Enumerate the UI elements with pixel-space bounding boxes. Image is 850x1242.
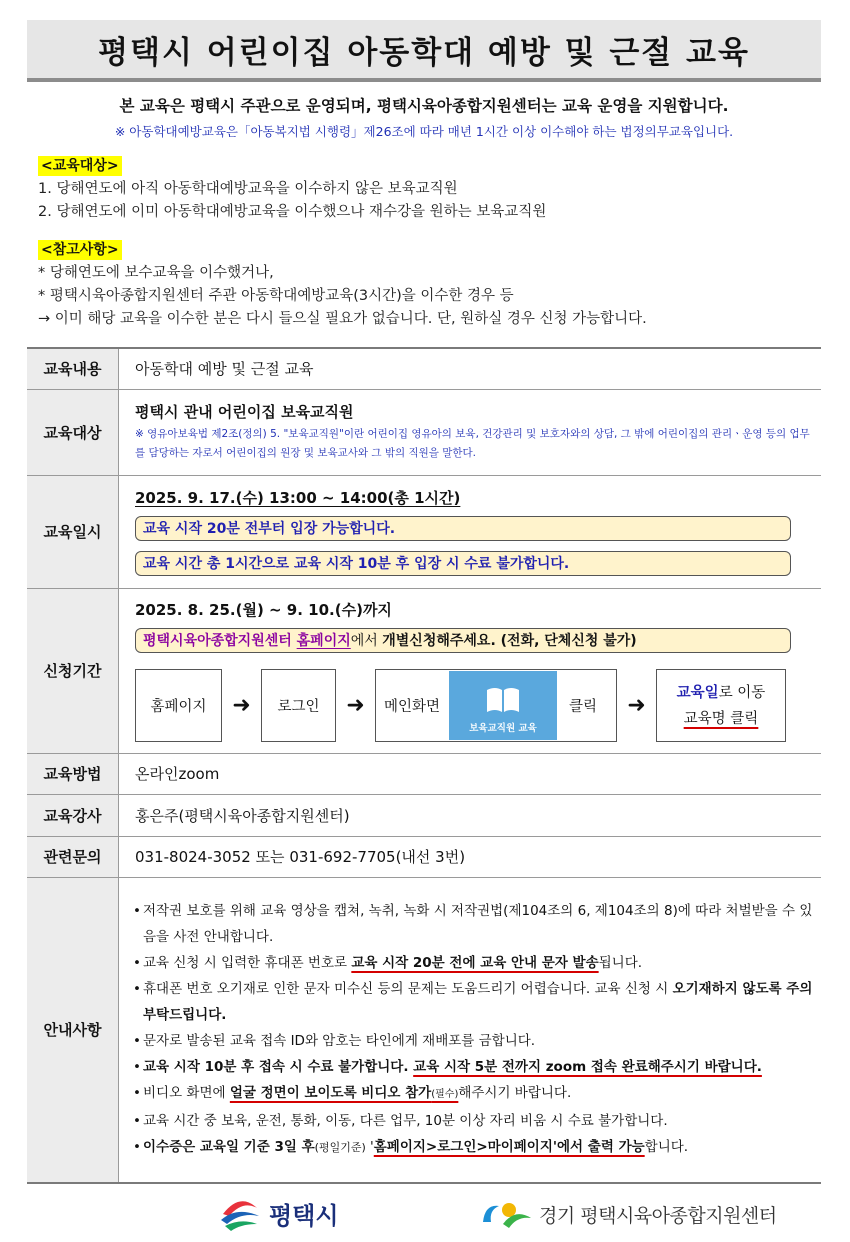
label-method: 교육방법 [27,753,119,794]
apply-pill-text1: 에서 [350,633,383,649]
title-bar [27,20,821,82]
center-logo [479,1198,777,1230]
notice-phone-highlight: 오기재하지 않도록 주의 부탁드립니다. [143,981,813,1024]
notice-certificate-highlight: 홈페이지>로그인>마이페이지'에서 출력 가능 [373,1139,645,1156]
ref-section [38,239,818,331]
schedule-pill-entry: 교육 시작 20분 전부터 입장 가능합니다. [135,516,791,541]
info-table [27,347,821,1184]
row-audience [27,389,821,475]
intro [27,94,821,140]
ref-item-3: → 이미 해당 교육을 이수한 분은 다시 들으실 필요가 없습니다. 단, 원하실 경우 신청 가능합니다. [38,311,647,327]
notice-list [131,898,821,1161]
label-schedule: 교육일시 [27,475,119,588]
center-emblem-icon [479,1198,535,1230]
row-content [27,348,821,389]
notice-certificate: • 이수증은 교육일 기준 3일 후(평일기준) '홈페이지>로그인>마이페이지'에서 출력 가능합니다. [131,1134,813,1161]
step-edu-day-label: 교육일 [676,684,719,701]
ref-item-1: * 당해연도에 보수교육을 이수했거나, [38,265,274,281]
row-instructor [27,794,821,836]
value-content: 아동학대 예방 및 근절 교육 [119,348,822,389]
target-item-2: 2. 당해연도에 이미 아동학대예방교육을 이수했으나 재수강을 원하는 보육교직원 [38,204,547,220]
step-edu-day-move: 로 이동 [718,684,766,701]
notice-late-highlight: 교육 시작 5분 전까지 zoom 접속 완료해주시기 바랍니다. [413,1059,762,1076]
pyeongtaek-emblem-icon [219,1194,261,1232]
notice-late: • 교육 시작 10분 후 접속 시 수료 불가합니다. 교육 시작 5분 전까지 zoom 접속 완료해주시기 바랍니다. [131,1054,813,1080]
page-title: 평택시 어린이집 아동학대 예방 및 근절 교육 [98,34,750,71]
notice-absence: • 교육 시간 중 보육, 운전, 통화, 이동, 다른 업무, 10분 이상 자리 비움 시 수료 불가합니다. [131,1108,813,1134]
label-instructor: 교육강사 [27,794,119,836]
notice-sms: • 교육 신청 시 입력한 휴대폰 번호로 교육 시작 20분 전에 교육 안내 문자 발송됩니다. [131,950,813,976]
value-instructor: 홍은주(평택시육아종합지원센터) [119,794,822,836]
intro-lead: 본 교육은 평택시 주관으로 운영되며, 평택시육아종합지원센터는 교육 운영을 지원합니다. [119,97,729,115]
apply-pill [135,628,791,653]
target-item-1: 1. 당해연도에 아직 아동학대예방교육을 이수하지 않은 보육교직원 [38,181,458,197]
row-contact [27,836,821,877]
footer-city-name: 평택시 [269,1201,339,1230]
apply-steps [135,669,821,742]
value-audience: 평택시 관내 어린이집 보육교직원 [135,403,354,421]
footer [27,1190,821,1240]
audience-note: ※ 영유아보육법 제2조(정의) 5. "보육교직원"이란 어린이집 영유아의 보육, 건강관리 및 보호자와의 상담, 그 밖에 어린이집의 관리ㆍ운영 등의 업무를 담당하는 자로서 어린이집의 원장 및 보육교사와 그 밖의 직원을 말한다. [135,428,810,459]
pyeongtaek-logo [219,1194,339,1232]
apply-pill-center: 평택시육아종합지원센터 [143,633,297,649]
row-apply [27,588,821,753]
label-contact: 관련문의 [27,836,119,877]
step-edu-day [656,669,786,742]
row-notice [27,877,821,1183]
arrow-icon: ➜ [627,693,646,718]
step-course-click: 교육명 클릭 [683,710,759,727]
label-audience: 교육대상 [27,389,119,475]
step-main-label: 메인화면 [384,699,441,715]
row-method [27,753,821,794]
value-contact: 031-8024-3052 또는 031-692-7705(내선 3번) [119,836,822,877]
notice-video-highlight: 얼굴 정면이 보이도록 비디오 참가 [229,1085,432,1102]
apply-pill-individual: 개별신청 [382,633,437,649]
schedule-pill-nocert: 교육 시간 총 1시간으로 교육 시작 10분 후 입장 시 수료 불가합니다. [135,551,791,576]
step-login: 로그인 [261,669,336,742]
step-main [375,669,617,742]
label-notice: 안내사항 [27,877,119,1183]
ref-tag: <참고사항> [38,240,122,260]
value-method: 온라인zoom [119,753,822,794]
book-icon [485,686,521,714]
apply-period: 2025. 8. 25.(월) ~ 9. 10.(수)까지 [135,601,392,619]
banner-label: 보육교직원 교육 [469,723,537,734]
arrow-icon: ➜ [346,693,365,718]
schedule-datetime: 2025. 9. 17.(수) 13:00 ~ 14:00(총 1시간) [135,489,461,507]
arrow-icon: ➜ [232,693,251,718]
notice-sms-highlight: 교육 시작 20분 전에 교육 안내 문자 발송 [351,955,599,972]
target-section [38,155,818,224]
step-homepage: 홈페이지 [135,669,222,742]
step-main-click: 클릭 [569,699,598,715]
target-tag: <교육대상> [38,156,122,176]
label-content: 교육내용 [27,348,119,389]
label-apply: 신청기간 [27,588,119,753]
apply-pill-text2: 해주세요. (전화, 단체신청 불가) [436,633,637,649]
notice-phone: • 휴대폰 번호 오기재로 인한 문자 미수신 등의 문제는 도움드리기 어렵습니다. 교육 신청 시 오기재하지 않도록 주의 부탁드립니다. [131,976,813,1028]
ref-item-2: * 평택시육아종합지원센터 주관 아동학대예방교육(3시간)을 이수한 경우 등 [38,288,514,304]
notice-id: • 문자로 발송된 교육 접속 ID와 암호는 타인에게 재배포를 금합니다. [131,1028,813,1054]
footer-center-name: 경기 평택시육아종합지원센터 [539,1204,777,1227]
education-banner [449,671,557,740]
notice-video: • 비디오 화면에 얼굴 정면이 보이도록 비디오 참가(필수)해주시기 바랍니다. [131,1080,813,1108]
intro-note: ※ 아동학대예방교육은「아동복지법 시행령」제26조에 따라 매년 1시간 이상 이수해야 하는 법정의무교육입니다. [114,124,734,139]
apply-pill-homepage: 홈페이지 [296,633,351,649]
row-schedule [27,475,821,588]
notice-copyright: • 저작권 보호를 위해 교육 영상을 캡쳐, 녹취, 녹화 시 저작권법(제104조의 6, 제104조의 8)에 따라 처벌받을 수 있음을 사전 안내합니다. [131,898,813,950]
